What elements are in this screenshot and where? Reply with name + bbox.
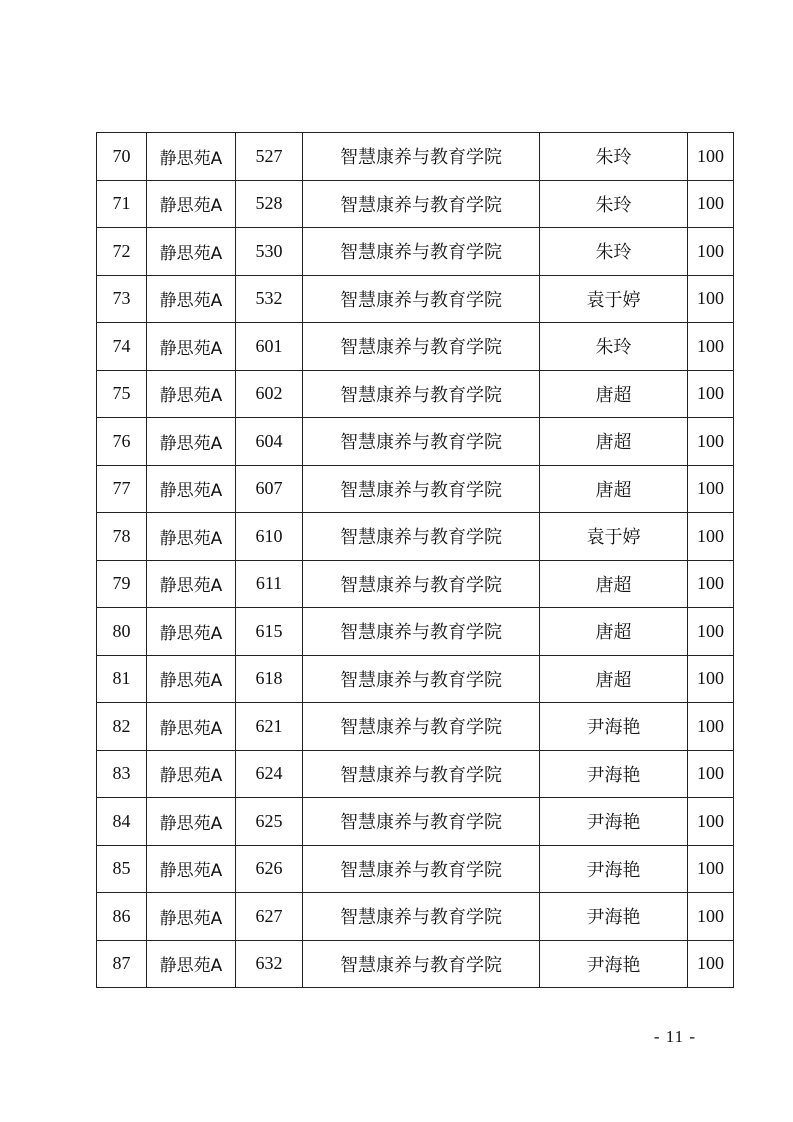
building-text: 静思苑A (159, 766, 223, 787)
person-in-charge-text: 尹海艳 (586, 954, 641, 976)
college-text: 智慧康养与教育学院 (340, 194, 502, 216)
room-number-text: 632 (255, 953, 283, 974)
person-in-charge-text: 唐超 (595, 669, 632, 691)
row-number-cell (97, 418, 147, 466)
room-number-text: 527 (255, 145, 283, 166)
person-in-charge-cell (540, 323, 688, 371)
building-cell (147, 323, 236, 371)
building-text: 静思苑A (159, 148, 223, 169)
room-number-text: 624 (255, 763, 283, 784)
college-cell (303, 845, 540, 893)
row-number-cell (97, 703, 147, 751)
table-row (97, 513, 734, 561)
row-number-text: 84 (112, 810, 131, 831)
row-number-cell (97, 893, 147, 941)
person-in-charge-cell (540, 798, 688, 846)
row-number-cell (97, 940, 147, 988)
room-number-text: 604 (255, 430, 283, 451)
room-number-text: 602 (255, 383, 283, 404)
college-text: 智慧康养与教育学院 (340, 812, 502, 834)
row-number-text: 72 (112, 240, 131, 261)
building-text: 静思苑A (159, 196, 223, 217)
row-number-text: 70 (112, 145, 131, 166)
building-text: 静思苑A (159, 386, 223, 407)
building-cell (147, 418, 236, 466)
person-in-charge-cell (540, 228, 688, 276)
dormitory-table (96, 132, 734, 988)
table-row (97, 370, 734, 418)
person-in-charge-cell (540, 560, 688, 608)
room-number-cell (236, 845, 303, 893)
building-cell (147, 133, 236, 181)
building-text: 静思苑A (159, 243, 223, 264)
building-cell (147, 275, 236, 323)
college-cell (303, 608, 540, 656)
building-cell (147, 703, 236, 751)
college-cell (303, 465, 540, 513)
college-text: 智慧康养与教育学院 (340, 859, 502, 881)
row-number-cell (97, 465, 147, 513)
table-row (97, 940, 734, 988)
score-cell (688, 180, 734, 228)
score-text: 100 (697, 288, 724, 309)
person-in-charge-text: 朱玲 (595, 147, 632, 169)
score-text: 100 (697, 858, 724, 879)
person-in-charge-text: 唐超 (595, 432, 632, 454)
table-row (97, 323, 734, 371)
table-row (97, 750, 734, 798)
room-number-text: 532 (255, 288, 283, 309)
building-text: 静思苑A (159, 861, 223, 882)
person-in-charge-cell (540, 845, 688, 893)
college-cell (303, 418, 540, 466)
score-cell (688, 418, 734, 466)
building-cell (147, 655, 236, 703)
person-in-charge-cell (540, 750, 688, 798)
row-number-cell (97, 275, 147, 323)
college-text: 智慧康养与教育学院 (340, 527, 502, 549)
score-text: 100 (697, 525, 724, 546)
row-number-cell (97, 560, 147, 608)
room-number-text: 625 (255, 810, 283, 831)
table-row (97, 703, 734, 751)
person-in-charge-text: 袁于婷 (586, 289, 641, 311)
room-number-text: 618 (255, 668, 283, 689)
building-cell (147, 940, 236, 988)
room-number-cell (236, 275, 303, 323)
score-cell (688, 845, 734, 893)
table-row (97, 228, 734, 276)
row-number-cell (97, 180, 147, 228)
person-in-charge-text: 尹海艳 (586, 812, 641, 834)
room-number-cell (236, 323, 303, 371)
table-row (97, 133, 734, 181)
row-number-text: 78 (112, 525, 131, 546)
building-text: 静思苑A (159, 433, 223, 454)
score-cell (688, 323, 734, 371)
building-cell (147, 513, 236, 561)
row-number-text: 77 (112, 478, 131, 499)
row-number-cell (97, 370, 147, 418)
row-number-cell (97, 608, 147, 656)
college-cell (303, 513, 540, 561)
row-number-cell (97, 323, 147, 371)
building-text: 静思苑A (159, 813, 223, 834)
score-cell (688, 560, 734, 608)
college-text: 智慧康养与教育学院 (340, 622, 502, 644)
college-text: 智慧康养与教育学院 (340, 147, 502, 169)
room-number-cell (236, 655, 303, 703)
table-row (97, 798, 734, 846)
college-cell (303, 370, 540, 418)
room-number-text: 611 (255, 573, 283, 594)
building-text: 静思苑A (159, 956, 223, 977)
score-text: 100 (697, 193, 724, 214)
person-in-charge-cell (540, 133, 688, 181)
college-cell (303, 750, 540, 798)
score-cell (688, 608, 734, 656)
row-number-text: 82 (112, 715, 131, 736)
college-text: 智慧康养与教育学院 (340, 384, 502, 406)
person-in-charge-text: 尹海艳 (586, 717, 641, 739)
row-number-text: 86 (112, 905, 131, 926)
building-text: 静思苑A (159, 528, 223, 549)
score-cell (688, 750, 734, 798)
person-in-charge-cell (540, 893, 688, 941)
college-text: 智慧康养与教育学院 (340, 289, 502, 311)
score-text: 100 (697, 478, 724, 499)
score-cell (688, 370, 734, 418)
score-text: 100 (697, 335, 724, 356)
person-in-charge-cell (540, 418, 688, 466)
room-number-cell (236, 180, 303, 228)
table-row (97, 418, 734, 466)
person-in-charge-cell (540, 655, 688, 703)
room-number-cell (236, 513, 303, 561)
building-cell (147, 370, 236, 418)
person-in-charge-cell (540, 370, 688, 418)
building-text: 静思苑A (159, 671, 223, 692)
score-text: 100 (697, 240, 724, 261)
score-text: 100 (697, 763, 724, 784)
person-in-charge-cell (540, 703, 688, 751)
person-in-charge-text: 唐超 (595, 574, 632, 596)
building-text: 静思苑A (159, 908, 223, 929)
row-number-text: 81 (112, 668, 131, 689)
row-number-text: 74 (112, 335, 131, 356)
person-in-charge-cell (540, 465, 688, 513)
table-row (97, 893, 734, 941)
row-number-cell (97, 513, 147, 561)
room-number-cell (236, 228, 303, 276)
row-number-text: 83 (112, 763, 131, 784)
room-number-text: 626 (255, 858, 283, 879)
score-cell (688, 465, 734, 513)
room-number-text: 607 (255, 478, 283, 499)
room-number-cell (236, 940, 303, 988)
college-cell (303, 275, 540, 323)
college-cell (303, 133, 540, 181)
building-cell (147, 798, 236, 846)
page-number: - 11 - (653, 1027, 697, 1046)
person-in-charge-text: 尹海艳 (586, 859, 641, 881)
room-number-text: 610 (255, 525, 283, 546)
person-in-charge-text: 尹海艳 (586, 764, 641, 786)
college-cell (303, 323, 540, 371)
row-number-cell (97, 750, 147, 798)
row-number-cell (97, 655, 147, 703)
building-cell (147, 608, 236, 656)
college-text: 智慧康养与教育学院 (340, 242, 502, 264)
college-text: 智慧康养与教育学院 (340, 954, 502, 976)
building-text: 静思苑A (159, 718, 223, 739)
person-in-charge-cell (540, 180, 688, 228)
table-row (97, 465, 734, 513)
person-in-charge-cell (540, 608, 688, 656)
room-number-text: 601 (255, 335, 283, 356)
college-cell (303, 180, 540, 228)
score-cell (688, 133, 734, 181)
score-cell (688, 513, 734, 561)
person-in-charge-text: 朱玲 (595, 242, 632, 264)
room-number-cell (236, 560, 303, 608)
college-cell (303, 703, 540, 751)
college-text: 智慧康养与教育学院 (340, 907, 502, 929)
building-cell (147, 228, 236, 276)
person-in-charge-text: 唐超 (595, 384, 632, 406)
person-in-charge-cell (540, 513, 688, 561)
row-number-cell (97, 798, 147, 846)
score-cell (688, 655, 734, 703)
college-text: 智慧康养与教育学院 (340, 764, 502, 786)
building-cell (147, 750, 236, 798)
row-number-cell (97, 133, 147, 181)
college-text: 智慧康养与教育学院 (340, 717, 502, 739)
score-text: 100 (697, 145, 724, 166)
row-number-text: 87 (112, 953, 131, 974)
college-cell (303, 228, 540, 276)
score-text: 100 (697, 715, 724, 736)
row-number-cell (97, 228, 147, 276)
college-text: 智慧康养与教育学院 (340, 669, 502, 691)
room-number-text: 530 (255, 240, 283, 261)
row-number-text: 80 (112, 620, 131, 641)
person-in-charge-cell (540, 940, 688, 988)
score-cell (688, 798, 734, 846)
room-number-cell (236, 370, 303, 418)
room-number-cell (236, 608, 303, 656)
score-cell (688, 228, 734, 276)
room-number-text: 627 (255, 905, 283, 926)
row-number-text: 76 (112, 430, 131, 451)
college-text: 智慧康养与教育学院 (340, 479, 502, 501)
score-cell (688, 275, 734, 323)
score-text: 100 (697, 383, 724, 404)
score-cell (688, 893, 734, 941)
college-cell (303, 798, 540, 846)
row-number-text: 85 (112, 858, 131, 879)
college-cell (303, 893, 540, 941)
table-row (97, 608, 734, 656)
college-cell (303, 940, 540, 988)
room-number-text: 528 (255, 193, 283, 214)
person-in-charge-text: 唐超 (595, 479, 632, 501)
score-text: 100 (697, 573, 724, 594)
score-cell (688, 703, 734, 751)
building-text: 静思苑A (159, 338, 223, 359)
row-number-text: 75 (112, 383, 131, 404)
score-text: 100 (697, 668, 724, 689)
table-row (97, 275, 734, 323)
table-row (97, 180, 734, 228)
building-cell (147, 845, 236, 893)
person-in-charge-text: 尹海艳 (586, 907, 641, 929)
row-number-cell (97, 845, 147, 893)
score-text: 100 (697, 953, 724, 974)
row-number-text: 71 (112, 193, 131, 214)
building-text: 静思苑A (159, 623, 223, 644)
score-text: 100 (697, 905, 724, 926)
table-row (97, 845, 734, 893)
college-text: 智慧康养与教育学院 (340, 337, 502, 359)
table-row (97, 560, 734, 608)
score-text: 100 (697, 810, 724, 831)
table-body (97, 133, 734, 988)
table-row (97, 655, 734, 703)
room-number-cell (236, 133, 303, 181)
room-number-cell (236, 798, 303, 846)
room-number-text: 615 (255, 620, 283, 641)
college-text: 智慧康养与教育学院 (340, 432, 502, 454)
room-number-cell (236, 418, 303, 466)
person-in-charge-text: 袁于婷 (586, 527, 641, 549)
score-text: 100 (697, 620, 724, 641)
room-number-cell (236, 893, 303, 941)
person-in-charge-text: 朱玲 (595, 337, 632, 359)
person-in-charge-text: 朱玲 (595, 194, 632, 216)
score-text: 100 (697, 430, 724, 451)
building-cell (147, 180, 236, 228)
building-cell (147, 465, 236, 513)
building-text: 静思苑A (159, 291, 223, 312)
score-cell (688, 940, 734, 988)
person-in-charge-text: 唐超 (595, 622, 632, 644)
room-number-cell (236, 750, 303, 798)
building-cell (147, 893, 236, 941)
college-cell (303, 560, 540, 608)
room-number-text: 621 (255, 715, 283, 736)
building-text: 静思苑A (159, 576, 223, 597)
building-text: 静思苑A (159, 481, 223, 502)
building-cell (147, 560, 236, 608)
college-text: 智慧康养与教育学院 (340, 574, 502, 596)
room-number-cell (236, 465, 303, 513)
college-cell (303, 655, 540, 703)
room-number-cell (236, 703, 303, 751)
row-number-text: 73 (112, 288, 131, 309)
row-number-text: 79 (112, 573, 131, 594)
person-in-charge-cell (540, 275, 688, 323)
